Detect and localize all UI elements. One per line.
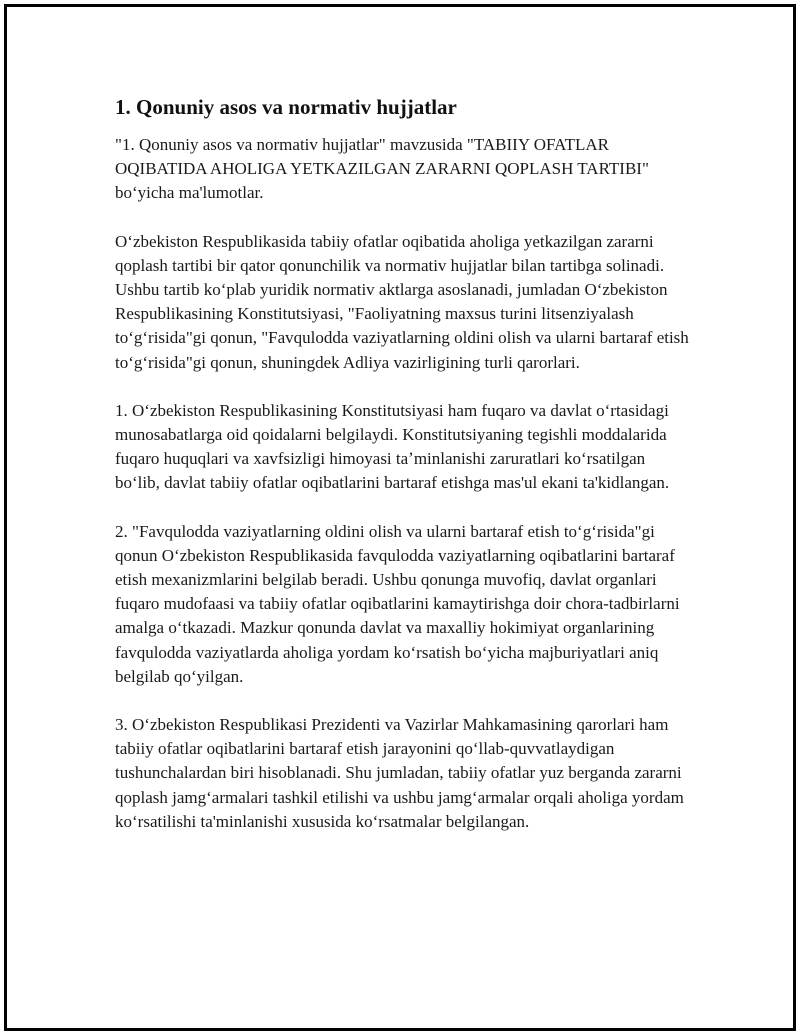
constitution-paragraph: 1. Oʻzbekiston Respublikasining Konstitutsiyasi ham fuqaro va davlat oʻrtasidagi munosabatlarga oid qoidalarni belgilaydi. Konstitutsiyaning tegishli moddalarida fuqaro huquqlari va xavfsizligi himoyasi taʼminlanishi zaruratlari koʻrsatilgan boʻlib, davlat tabiiy ofatlar oqibatlarini bartaraf etishga mas'ul ekani ta'kidlangan. (115, 400, 670, 493)
legal-basis-paragraph: Oʻzbekiston Respublikasida tabiiy ofatlar oqibatida aholiga yetkazilgan zararni qoplash tartibi bir qator qonunchilik va normativ hujjatlar bilan tartibga solinadi. Ushbu tartib koʻplab yuridik normativ aktlarga asoslanadi, jumladan Oʻzbekiston Respublikasining Konstitutsiyasi, "Faoliyatning maxsus turini litsenziyalash toʻgʻrisida"gi qonun, "Favqulodda vaziyatlarning oldini olish va ularni bartaraf etish toʻgʻrisida"gi qonun, shuningdek Adliya vazirligining turli qarorlari. (115, 231, 689, 372)
emergency-law-paragraph: 2. "Favqulodda vaziyatlarning oldini olish va ularni bartaraf etish toʻgʻrisida"gi qonun Oʻzbekiston Respublikasida favqulodda vaziyatlarning oqibatlarini bartaraf etish mexanizmlarini belgilab beradi. Ushbu qonunga muvofiq, davlat organlari fuqaro mudofaasi va tabiiy ofatlar oqibatlarini kamaytirishga doir chora-tadbirlarni amalga oʻtkazadi. Mazkur qonunda davlat va maxalliy hokimiyat organlarining favqulodda vaziyatlarda aholiga yordam koʻrsatish boʻyicha majburiyatlari aniq belgilab qoʻyilgan. (115, 521, 680, 686)
presidential-decrees-paragraph: 3. Oʻzbekiston Respublikasi Prezidenti va Vazirlar Mahkamasining qarorlari ham tabiiy ofatlar oqibatlarini bartaraf etish jarayonini qoʻllab-quvvatlaydigan tushunchalardan biri hisoblanadi. Shu jumladan, tabiiy ofatlar yuz berganda zararni qoplash jamgʻarmalari tashkil etilishi va ushbu jamgʻarmalar orqali aholiga yordam koʻrsatilishi ta'minlanishi xususida koʻrsatmalar belgilangan. (115, 715, 684, 831)
document-body (115, 93, 690, 858)
document-title: 1. Qonuniy asos va normativ hujjatlar (115, 95, 457, 119)
intro-paragraph: "1. Qonuniy asos va normativ hujjatlar" mavzusida "TABIIY OFATLAR OQIBATIDA AHOLIGA YETKAZILGAN ZARARNI QOPLASH TARTIBI" boʻyicha ma'lumotlar. (115, 135, 649, 203)
